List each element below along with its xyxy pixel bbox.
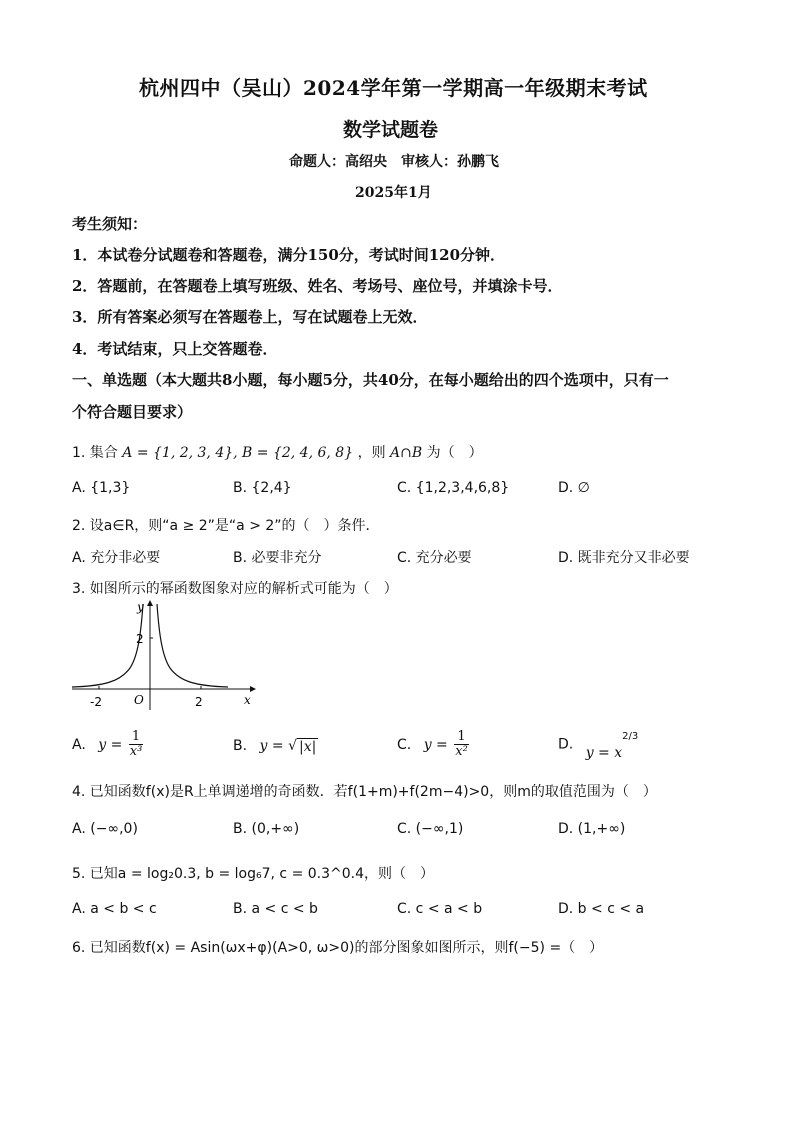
question-2-option-a[interactable]: A. 充分非必要 [72, 550, 161, 566]
y-axis-arrow [147, 600, 153, 606]
question-3-option-b-label: B. [233, 738, 248, 754]
notice-item-2: 2．答题前，在答题卷上填写班级、姓名、考场号、座位号，并填涂卡号． [72, 277, 563, 295]
question-4-option-b[interactable]: B. (0,+∞) [233, 821, 300, 837]
question-2-option-b[interactable]: B. 必要非充分 [233, 550, 322, 566]
question-3-option-c[interactable]: C. y = $\frac{1}{\text{x²}}$ [397, 730, 471, 760]
y-axis-label: y [137, 600, 144, 614]
question-2-stem: 2. 设a∈R，则“a ≥ 2”是“a > 2”的（ ）条件． [72, 518, 380, 534]
section-heading-line1: 一、单选题（本大题共8小题，每小题5分，共40分，在每小题给出的四个选项中，只有一 [72, 371, 669, 389]
question-3-option-c-label: C. [397, 736, 412, 753]
question-4-stem: 4. 已知函数f(x)是R上单调递增的奇函数．若f(1+m)+f(2m−4)>0，则m的取值范围为（ ） [72, 784, 657, 800]
notice-heading: 考生须知： [72, 215, 148, 233]
question-3-option-d-label: D. [558, 736, 574, 753]
question-1-suffix: 为（ ） [426, 445, 483, 461]
question-3-option-a-label: A. [72, 736, 86, 753]
question-1-prefix: 1. 集合 [72, 445, 118, 461]
question-1-option-a[interactable]: A. {1,3} [72, 480, 131, 496]
tick-label-y: 2 [136, 632, 144, 646]
notice-item-3: 3．所有答案必须写在答题卷上，写在试题卷上无效． [72, 308, 428, 326]
question-5-option-a[interactable]: A. a < b < c [72, 901, 157, 917]
question-5-option-d[interactable]: D. b < c < a [558, 901, 645, 917]
power-function-graph [68, 598, 258, 713]
x-axis-arrow [250, 686, 256, 692]
question-3-option-a[interactable]: A. y = $\frac{1}{\text{x³}}$ [72, 730, 145, 760]
question-1-sets: A = {1, 2, 3, 4}, B = {2, 4, 6, 8} [122, 445, 354, 461]
question-2-option-c[interactable]: C. 充分必要 [397, 550, 472, 566]
notice-item-4: 4．考试结束，只上交答题卷． [72, 340, 278, 358]
exam-date: 2025年1月 [355, 185, 432, 201]
question-3-option-b[interactable]: B. y = √ |x| [233, 738, 317, 755]
section-heading-line2: 个符合题目要求） [72, 403, 193, 421]
question-4-option-d[interactable]: D. (1,+∞) [558, 821, 626, 837]
question-3-stem: 3. 如图所示的幂函数图象对应的解析式可能为（ ） [72, 581, 398, 597]
question-2-option-d[interactable]: D. 既非充分又非必要 [558, 550, 690, 566]
exam-subtitle: 数学试题卷 [343, 119, 439, 141]
tick-label-pos: 2 [195, 695, 203, 709]
question-5-stem: 5. 已知a = log₂0.3, b = log₆7, c = 0.3^0.4，则（ ） [72, 866, 435, 882]
curve-left [72, 604, 143, 687]
exam-authors: 命题人：高绍央 审核人：孙鹏飞 [289, 154, 499, 170]
question-3-option-c-fraction: $\frac{1}{\text{x²}}$ [455, 729, 468, 760]
question-1-mid: ，则 [357, 445, 386, 461]
question-5-option-c[interactable]: C. c < a < b [397, 901, 483, 917]
question-1-option-c[interactable]: C. {1,2,3,4,6,8} [397, 480, 510, 496]
tick-label-neg: -2 [90, 695, 102, 709]
question-6-stem: 6. 已知函数f(x) = Asin(ωx+φ)(A>0, ω>0)的部分图象如图所示，则f(−5) =（ ） [72, 940, 604, 956]
curve-right [157, 604, 228, 687]
question-1-option-d[interactable]: D. ∅ [558, 480, 590, 496]
question-1-option-b[interactable]: B. {2,4} [233, 480, 292, 496]
question-4-option-c[interactable]: C. (−∞,1) [397, 821, 464, 837]
question-5-option-b[interactable]: B. a < c < b [233, 901, 318, 917]
question-3-option-d[interactable]: D. $y = x^{2/3}$ [558, 731, 639, 761]
question-3-option-b-radical: √ |x| [288, 738, 317, 755]
x-axis-label: x [244, 693, 251, 707]
question-1-stem [72, 442, 483, 462]
notice-item-1: 1．本试卷分试题卷和答题卷，满分150分，考试时间120分钟． [72, 246, 506, 264]
question-1-intersection: A∩B [390, 445, 423, 461]
exam-title: 杭州四中（吴山）2024学年第一学期高一年级期末考试 [139, 76, 648, 100]
question-4-option-a[interactable]: A. (−∞,0) [72, 821, 138, 837]
question-3-option-a-fraction: $\frac{1}{\text{x³}}$ [129, 729, 143, 760]
origin-label: O [134, 693, 144, 707]
